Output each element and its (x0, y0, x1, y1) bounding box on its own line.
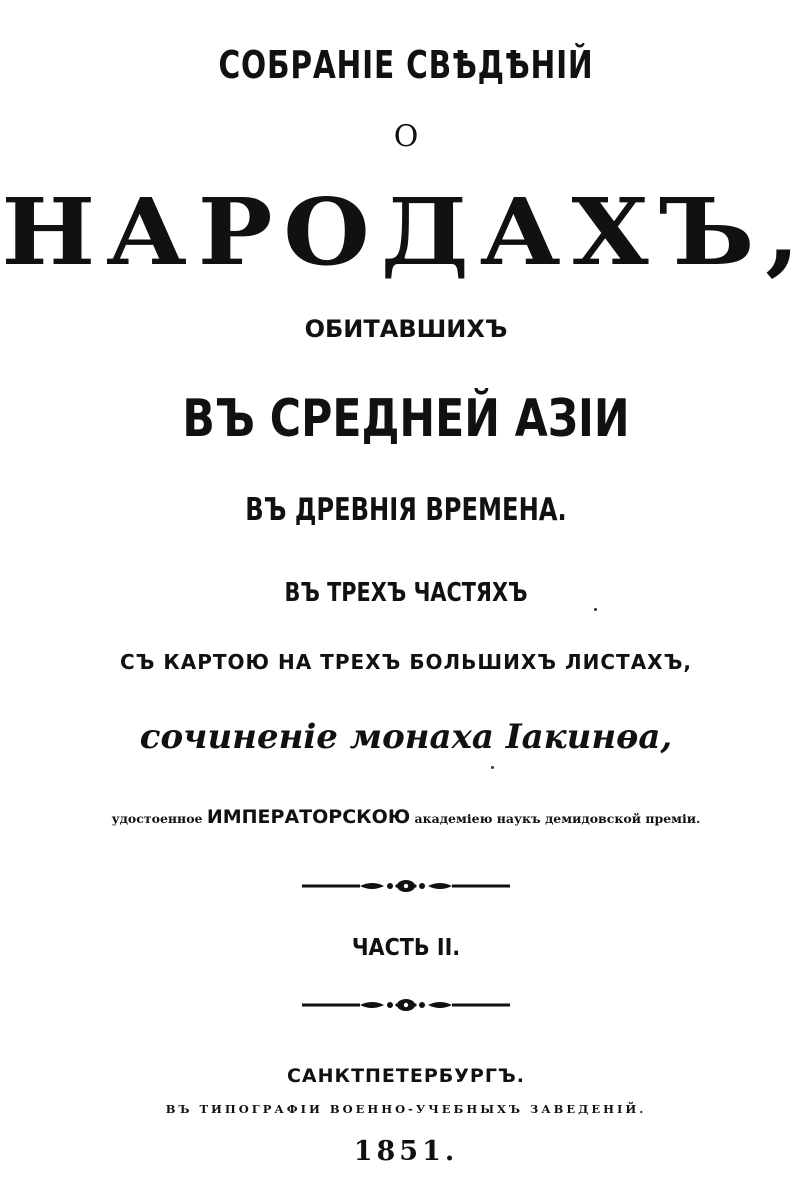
ornament-bottom-icon (300, 995, 512, 1015)
collection-title: СОБРАНІЕ СВѢДѢНІЙ (218, 43, 594, 87)
award-before: удостоенное (111, 811, 203, 826)
main-title: НАРОДАХЪ, (1, 178, 811, 286)
imprint-year: 1851. (353, 1136, 459, 1167)
subtitle-ancient-times: ВЪ ДРЕВНІЯ ВРЕМЕНА. (245, 492, 567, 528)
imprint-press: ВЪ ТИПОГРАФІИ ВОЕННО-УЧЕБНЫХЪ ЗАВЕДЕНІЙ. (165, 1102, 647, 1116)
author-line: сочиненіе монаха Іакинѳа, (139, 717, 673, 757)
award-emphasis: ИМПЕРАТОРСКОЮ (206, 806, 411, 828)
award-after: академіею наукъ демидовской преміи. (414, 811, 701, 826)
subtitle-central-asia: ВЪ СРЕДНЕЙ АЗІИ (182, 389, 630, 449)
part-number: ЧАСТЬ II. (351, 935, 461, 961)
ink-speck (491, 766, 494, 769)
ornament-top-icon (300, 876, 512, 896)
parts-count-line: ВЪ ТРЕХЪ ЧАСТЯХЪ (284, 578, 528, 608)
map-note-line: СЪ КАРТОЮ НА ТРЕХЪ БОЛЬШИХЪ ЛИСТАХЪ, (120, 650, 692, 674)
ink-speck (594, 608, 597, 611)
imprint-city: САНКТПЕТЕРБУРГЪ. (286, 1065, 526, 1087)
subtitle-inhabited: ОБИТАВШИХЪ (304, 315, 508, 343)
preposition-line: О (393, 119, 419, 154)
award-line (0, 808, 812, 827)
